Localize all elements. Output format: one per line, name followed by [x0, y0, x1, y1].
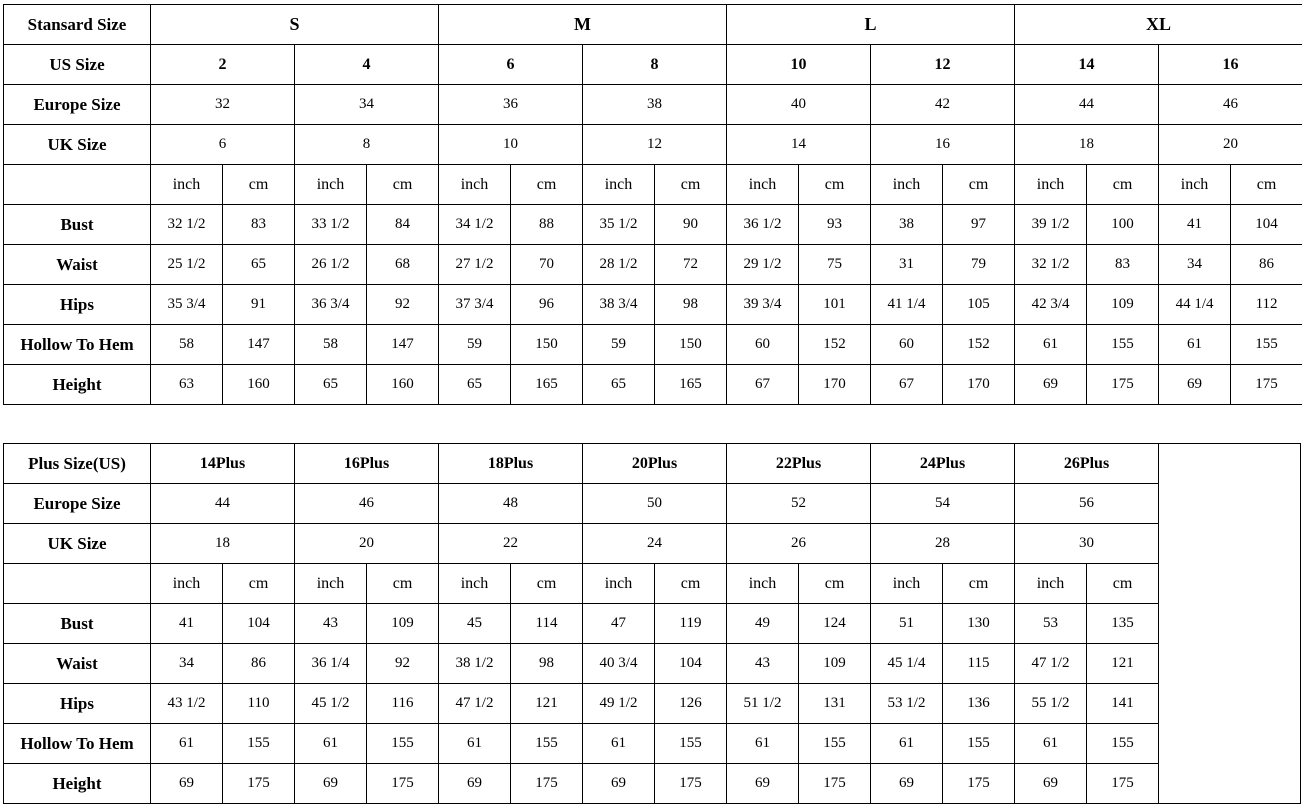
europe-size-row: [4, 85, 1302, 125]
standard-size-row: [4, 5, 1302, 45]
measurement-value-cell: 60: [871, 325, 943, 365]
measurement-value-cell: 39 1/2: [1015, 205, 1087, 245]
measurement-value-cell: 67: [871, 365, 943, 405]
measurement-value-cell: 70: [511, 245, 583, 285]
measurement-value-cell: 51: [871, 604, 943, 644]
measurement-value-cell: 45: [439, 604, 511, 644]
unit-cm-cell: cm: [655, 564, 727, 604]
europe-size-value-cell: 36: [439, 85, 583, 125]
measurement-value-cell: 155: [1087, 325, 1159, 365]
measurement-value-cell: 155: [511, 724, 583, 764]
measurement-value-cell: 155: [367, 724, 439, 764]
measurement-value-cell: 175: [511, 764, 583, 804]
measurement-row-label: Bust: [4, 205, 151, 245]
standard-size-group-cell: L: [727, 5, 1015, 45]
measurement-value-cell: 147: [367, 325, 439, 365]
measurement-value-cell: 59: [583, 325, 655, 365]
measurement-value-cell: 104: [655, 644, 727, 684]
unit-cm-cell: cm: [1087, 165, 1159, 205]
unit-cm-cell: cm: [367, 564, 439, 604]
measurement-value-cell: 69: [1015, 764, 1087, 804]
measurement-value-cell: 109: [367, 604, 439, 644]
measurement-value-cell: 69: [871, 764, 943, 804]
uk-size-value-cell: 24: [583, 524, 727, 564]
unit-inch-cell: inch: [151, 165, 223, 205]
measurement-row: [4, 325, 1302, 365]
measurement-value-cell: 104: [223, 604, 295, 644]
measurement-value-cell: 33 1/2: [295, 205, 367, 245]
unit-cm-cell: cm: [511, 564, 583, 604]
measurement-value-cell: 61: [727, 724, 799, 764]
europe-size-value-cell: 40: [727, 85, 871, 125]
measurement-value-cell: 63: [151, 365, 223, 405]
measurement-value-cell: 69: [727, 764, 799, 804]
measurement-value-cell: 67: [727, 365, 799, 405]
measurement-row: [4, 684, 1301, 724]
us-size-row: [4, 45, 1302, 85]
measurement-value-cell: 104: [1231, 205, 1302, 245]
measurement-value-cell: 69: [295, 764, 367, 804]
measurement-row-label: Hips: [4, 285, 151, 325]
measurement-value-cell: 53: [1015, 604, 1087, 644]
measurement-row: [4, 245, 1302, 285]
plus-size-value-cell: 16Plus: [295, 444, 439, 484]
measurement-value-cell: 39 3/4: [727, 285, 799, 325]
unit-cm-cell: cm: [943, 564, 1015, 604]
uk-size-value-cell: 28: [871, 524, 1015, 564]
measurement-value-cell: 175: [1087, 365, 1159, 405]
measurement-value-cell: 100: [1087, 205, 1159, 245]
measurement-value-cell: 114: [511, 604, 583, 644]
measurement-value-cell: 36 1/4: [295, 644, 367, 684]
measurement-value-cell: 32 1/2: [151, 205, 223, 245]
plus-size-table: [3, 443, 1301, 804]
measurement-value-cell: 43 1/2: [151, 684, 223, 724]
measurement-value-cell: 124: [799, 604, 871, 644]
measurement-value-cell: 47 1/2: [1015, 644, 1087, 684]
us-size-value-cell: 12: [871, 45, 1015, 85]
measurement-value-cell: 38 3/4: [583, 285, 655, 325]
europe-size-value-cell: 54: [871, 484, 1015, 524]
measurement-value-cell: 43: [295, 604, 367, 644]
plus-size-value-cell: 26Plus: [1015, 444, 1159, 484]
unit-inch-cell: inch: [583, 564, 655, 604]
unit-cm-cell: cm: [799, 165, 871, 205]
measurement-value-cell: 96: [511, 285, 583, 325]
measurement-value-cell: 175: [1231, 365, 1302, 405]
measurement-value-cell: 175: [367, 764, 439, 804]
plus-size-value-cell: 20Plus: [583, 444, 727, 484]
units-row-empty-label: [4, 564, 151, 604]
us-size-value-cell: 6: [439, 45, 583, 85]
unit-cm-cell: cm: [223, 564, 295, 604]
measurement-value-cell: 58: [295, 325, 367, 365]
europe-size-row: [4, 484, 1301, 524]
measurement-value-cell: 38 1/2: [439, 644, 511, 684]
unit-cm-cell: cm: [223, 165, 295, 205]
measurement-value-cell: 88: [511, 205, 583, 245]
measurement-value-cell: 68: [367, 245, 439, 285]
measurement-value-cell: 38: [871, 205, 943, 245]
measurement-value-cell: 165: [511, 365, 583, 405]
plus-size-row-label: Plus Size(US): [4, 444, 151, 484]
units-row-empty-label: [4, 165, 151, 205]
empty-region-cell: [1159, 444, 1301, 804]
measurement-value-cell: 175: [1087, 764, 1159, 804]
standard-size-group-cell: M: [439, 5, 727, 45]
measurement-value-cell: 61: [439, 724, 511, 764]
unit-cm-cell: cm: [655, 165, 727, 205]
measurement-value-cell: 155: [943, 724, 1015, 764]
measurement-value-cell: 86: [1231, 245, 1302, 285]
plus-size-value-cell: 22Plus: [727, 444, 871, 484]
unit-inch-cell: inch: [295, 165, 367, 205]
measurement-row-label: Hips: [4, 684, 151, 724]
measurement-value-cell: 93: [799, 205, 871, 245]
measurement-row-label: Hollow To Hem: [4, 724, 151, 764]
unit-inch-cell: inch: [439, 165, 511, 205]
measurement-value-cell: 37 3/4: [439, 285, 511, 325]
measurement-value-cell: 141: [1087, 684, 1159, 724]
measurement-value-cell: 35 1/2: [583, 205, 655, 245]
measurement-value-cell: 150: [511, 325, 583, 365]
unit-cm-cell: cm: [1087, 564, 1159, 604]
measurement-value-cell: 116: [367, 684, 439, 724]
measurement-value-cell: 45 1/2: [295, 684, 367, 724]
measurement-row: [4, 724, 1301, 764]
measurement-value-cell: 175: [943, 764, 1015, 804]
measurement-value-cell: 170: [943, 365, 1015, 405]
us-size-value-cell: 2: [151, 45, 295, 85]
unit-inch-cell: inch: [295, 564, 367, 604]
measurement-value-cell: 147: [223, 325, 295, 365]
plus-size-row: [4, 444, 1301, 484]
measurement-value-cell: 31: [871, 245, 943, 285]
measurement-value-cell: 150: [655, 325, 727, 365]
measurement-value-cell: 155: [1087, 724, 1159, 764]
europe-size-value-cell: 44: [151, 484, 295, 524]
plus-size-value-cell: 14Plus: [151, 444, 295, 484]
unit-inch-cell: inch: [871, 564, 943, 604]
measurement-value-cell: 27 1/2: [439, 245, 511, 285]
measurement-value-cell: 65: [295, 365, 367, 405]
measurement-value-cell: 130: [943, 604, 1015, 644]
us-size-row-label: US Size: [4, 45, 151, 85]
uk-size-value-cell: 18: [1015, 125, 1159, 165]
measurement-value-cell: 136: [943, 684, 1015, 724]
uk-size-row: [4, 125, 1302, 165]
uk-size-value-cell: 20: [295, 524, 439, 564]
europe-size-value-cell: 52: [727, 484, 871, 524]
measurement-value-cell: 75: [799, 245, 871, 285]
measurement-value-cell: 109: [1087, 285, 1159, 325]
europe-size-value-cell: 34: [295, 85, 439, 125]
measurement-value-cell: 69: [1015, 365, 1087, 405]
measurement-value-cell: 83: [1087, 245, 1159, 285]
measurement-value-cell: 115: [943, 644, 1015, 684]
uk-size-value-cell: 8: [295, 125, 439, 165]
measurement-value-cell: 65: [223, 245, 295, 285]
uk-size-value-cell: 22: [439, 524, 583, 564]
standard-size-group-cell: XL: [1015, 5, 1302, 45]
measurement-value-cell: 47 1/2: [439, 684, 511, 724]
europe-size-value-cell: 44: [1015, 85, 1159, 125]
unit-inch-cell: inch: [151, 564, 223, 604]
measurement-value-cell: 83: [223, 205, 295, 245]
measurement-value-cell: 40 3/4: [583, 644, 655, 684]
uk-size-value-cell: 20: [1159, 125, 1302, 165]
us-size-value-cell: 4: [295, 45, 439, 85]
measurement-value-cell: 97: [943, 205, 1015, 245]
europe-size-value-cell: 48: [439, 484, 583, 524]
uk-size-value-cell: 30: [1015, 524, 1159, 564]
us-size-value-cell: 8: [583, 45, 727, 85]
measurement-value-cell: 61: [1159, 325, 1231, 365]
measurement-value-cell: 155: [223, 724, 295, 764]
measurement-value-cell: 65: [583, 365, 655, 405]
measurement-value-cell: 72: [655, 245, 727, 285]
measurement-value-cell: 35 3/4: [151, 285, 223, 325]
measurement-row-label: Height: [4, 764, 151, 804]
units-row: [4, 165, 1302, 205]
measurement-value-cell: 109: [799, 644, 871, 684]
europe-size-row-label: Europe Size: [4, 85, 151, 125]
measurement-value-cell: 47: [583, 604, 655, 644]
measurement-value-cell: 92: [367, 644, 439, 684]
measurement-value-cell: 32 1/2: [1015, 245, 1087, 285]
measurement-row-label: Bust: [4, 604, 151, 644]
measurement-value-cell: 69: [583, 764, 655, 804]
measurement-value-cell: 121: [1087, 644, 1159, 684]
measurement-row: [4, 205, 1302, 245]
plus-size-value-cell: 18Plus: [439, 444, 583, 484]
measurement-value-cell: 121: [511, 684, 583, 724]
measurement-value-cell: 98: [655, 285, 727, 325]
unit-cm-cell: cm: [511, 165, 583, 205]
measurement-value-cell: 131: [799, 684, 871, 724]
standard-size-table-body: [4, 5, 1302, 405]
measurement-value-cell: 49: [727, 604, 799, 644]
unit-inch-cell: inch: [583, 165, 655, 205]
unit-inch-cell: inch: [871, 165, 943, 205]
measurement-value-cell: 84: [367, 205, 439, 245]
uk-size-value-cell: 14: [727, 125, 871, 165]
measurement-value-cell: 91: [223, 285, 295, 325]
measurement-value-cell: 44 1/4: [1159, 285, 1231, 325]
uk-size-value-cell: 16: [871, 125, 1015, 165]
uk-size-value-cell: 6: [151, 125, 295, 165]
unit-inch-cell: inch: [1015, 165, 1087, 205]
europe-size-value-cell: 38: [583, 85, 727, 125]
measurement-row: [4, 365, 1302, 405]
europe-size-value-cell: 46: [1159, 85, 1302, 125]
unit-cm-cell: cm: [367, 165, 439, 205]
measurement-value-cell: 61: [583, 724, 655, 764]
measurement-value-cell: 160: [223, 365, 295, 405]
measurement-value-cell: 49 1/2: [583, 684, 655, 724]
measurement-value-cell: 26 1/2: [295, 245, 367, 285]
uk-size-row-label: UK Size: [4, 125, 151, 165]
measurement-value-cell: 41 1/4: [871, 285, 943, 325]
measurement-value-cell: 119: [655, 604, 727, 644]
measurement-value-cell: 65: [439, 365, 511, 405]
measurement-value-cell: 45 1/4: [871, 644, 943, 684]
units-row: [4, 564, 1301, 604]
measurement-value-cell: 61: [1015, 325, 1087, 365]
measurement-value-cell: 175: [223, 764, 295, 804]
uk-size-row: [4, 524, 1301, 564]
measurement-value-cell: 155: [799, 724, 871, 764]
measurement-value-cell: 86: [223, 644, 295, 684]
measurement-value-cell: 51 1/2: [727, 684, 799, 724]
measurement-row: [4, 285, 1302, 325]
measurement-value-cell: 105: [943, 285, 1015, 325]
measurement-value-cell: 155: [655, 724, 727, 764]
measurement-value-cell: 34: [151, 644, 223, 684]
uk-size-value-cell: 12: [583, 125, 727, 165]
uk-size-row-label: UK Size: [4, 524, 151, 564]
measurement-value-cell: 60: [727, 325, 799, 365]
unit-inch-cell: inch: [727, 165, 799, 205]
uk-size-value-cell: 26: [727, 524, 871, 564]
measurement-value-cell: 69: [151, 764, 223, 804]
measurement-value-cell: 25 1/2: [151, 245, 223, 285]
unit-cm-cell: cm: [943, 165, 1015, 205]
unit-cm-cell: cm: [1231, 165, 1302, 205]
europe-size-value-cell: 46: [295, 484, 439, 524]
measurement-value-cell: 155: [1231, 325, 1302, 365]
us-size-value-cell: 14: [1015, 45, 1159, 85]
measurement-value-cell: 43: [727, 644, 799, 684]
measurement-value-cell: 36 1/2: [727, 205, 799, 245]
unit-inch-cell: inch: [1159, 165, 1231, 205]
measurement-value-cell: 61: [151, 724, 223, 764]
measurement-value-cell: 165: [655, 365, 727, 405]
measurement-value-cell: 61: [1015, 724, 1087, 764]
measurement-value-cell: 69: [1159, 365, 1231, 405]
europe-size-value-cell: 56: [1015, 484, 1159, 524]
unit-inch-cell: inch: [1015, 564, 1087, 604]
measurement-value-cell: 160: [367, 365, 439, 405]
measurement-value-cell: 135: [1087, 604, 1159, 644]
measurement-value-cell: 126: [655, 684, 727, 724]
measurement-value-cell: 34: [1159, 245, 1231, 285]
europe-size-row-label: Europe Size: [4, 484, 151, 524]
measurement-value-cell: 61: [871, 724, 943, 764]
unit-cm-cell: cm: [799, 564, 871, 604]
plus-size-value-cell: 24Plus: [871, 444, 1015, 484]
measurement-value-cell: 42 3/4: [1015, 285, 1087, 325]
measurement-row: [4, 644, 1301, 684]
measurement-value-cell: 58: [151, 325, 223, 365]
measurement-value-cell: 28 1/2: [583, 245, 655, 285]
measurement-value-cell: 175: [799, 764, 871, 804]
uk-size-value-cell: 10: [439, 125, 583, 165]
europe-size-value-cell: 50: [583, 484, 727, 524]
measurement-value-cell: 175: [655, 764, 727, 804]
measurement-value-cell: 112: [1231, 285, 1302, 325]
measurement-value-cell: 152: [943, 325, 1015, 365]
measurement-value-cell: 61: [295, 724, 367, 764]
measurement-value-cell: 53 1/2: [871, 684, 943, 724]
measurement-value-cell: 98: [511, 644, 583, 684]
unit-inch-cell: inch: [439, 564, 511, 604]
measurement-row-label: Height: [4, 365, 151, 405]
measurement-row-label: Waist: [4, 644, 151, 684]
europe-size-value-cell: 32: [151, 85, 295, 125]
us-size-value-cell: 16: [1159, 45, 1302, 85]
europe-size-value-cell: 42: [871, 85, 1015, 125]
uk-size-value-cell: 18: [151, 524, 295, 564]
measurement-value-cell: 90: [655, 205, 727, 245]
measurement-value-cell: 92: [367, 285, 439, 325]
measurement-value-cell: 79: [943, 245, 1015, 285]
measurement-value-cell: 101: [799, 285, 871, 325]
standard-size-group-cell: S: [151, 5, 439, 45]
standard-size-row-label: Stansard Size: [4, 5, 151, 45]
measurement-value-cell: 110: [223, 684, 295, 724]
unit-inch-cell: inch: [727, 564, 799, 604]
measurement-value-cell: 29 1/2: [727, 245, 799, 285]
standard-size-table: [3, 4, 1302, 405]
plus-size-table-body: [4, 444, 1301, 804]
measurement-row: [4, 764, 1301, 804]
measurement-row-label: Waist: [4, 245, 151, 285]
measurement-value-cell: 34 1/2: [439, 205, 511, 245]
measurement-value-cell: 59: [439, 325, 511, 365]
measurement-row-label: Hollow To Hem: [4, 325, 151, 365]
measurement-value-cell: 69: [439, 764, 511, 804]
measurement-row: [4, 604, 1301, 644]
measurement-value-cell: 41: [151, 604, 223, 644]
measurement-value-cell: 152: [799, 325, 871, 365]
measurement-value-cell: 55 1/2: [1015, 684, 1087, 724]
measurement-value-cell: 36 3/4: [295, 285, 367, 325]
measurement-value-cell: 41: [1159, 205, 1231, 245]
measurement-value-cell: 170: [799, 365, 871, 405]
us-size-value-cell: 10: [727, 45, 871, 85]
